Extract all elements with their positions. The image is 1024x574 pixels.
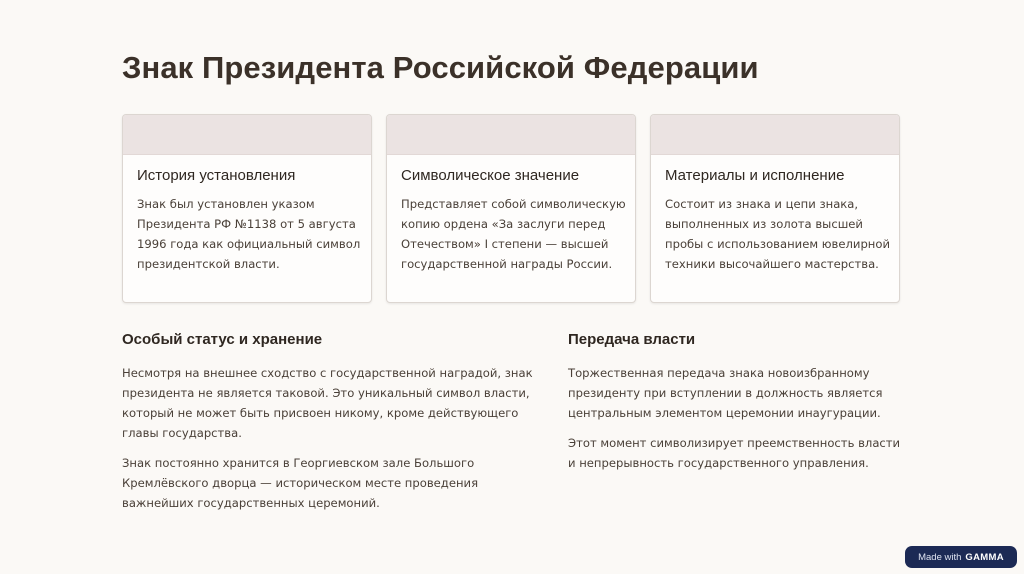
made-with-gamma-badge[interactable] xyxy=(905,546,1017,568)
card-header-band xyxy=(387,115,635,155)
card-symbolic-meaning xyxy=(386,114,636,303)
transfer-paragraph-2: Этот момент символизирует преемственность власти и непрерывность государственного управления. xyxy=(568,436,901,470)
gamma-logo: GAMMA xyxy=(965,551,1004,563)
transfer-paragraph-1: Торжественная передача знака новоизбранному президенту при вступлении в должность является центральным элементом церемонии инаугурации. xyxy=(568,366,883,420)
card-text: Состоит из знака и цепи знака, выполненных из золота высшей пробы с использованием ювелирной техники высочайшего мастерства. xyxy=(665,197,891,271)
card-materials xyxy=(650,114,900,303)
card-header-band xyxy=(123,115,371,155)
card-text: Знак был установлен указом Президента РФ №1138 от 5 августа 1996 года как официальный символ президентской власти. xyxy=(137,197,361,271)
card-title: История установления xyxy=(137,167,296,184)
section-title-status: Особый статус и хранение xyxy=(122,331,323,348)
card-title: Символическое значение xyxy=(401,167,580,184)
card-header-band xyxy=(651,115,899,155)
page-title: Знак Президента Российской Федерации xyxy=(122,50,759,85)
card-history xyxy=(122,114,372,303)
card-title: Материалы и исполнение xyxy=(665,167,845,184)
card-text: Представляет собой символическую копию ордена «За заслуги перед Отечеством» I степени — высшей государственной награды России. xyxy=(401,197,626,271)
badge-prefix: Made with xyxy=(918,551,962,563)
section-title-transfer: Передача власти xyxy=(568,331,696,348)
status-paragraph-1: Несмотря на внешнее сходство с государственной наградой, знак президента не является таковой. Это уникальный символ власти, который не может быть присвоен никому, кроме действующего главы государства. xyxy=(122,366,533,440)
status-paragraph-2: Знак постоянно хранится в Георгиевском зале Большого Кремлёвского дворца — историческом месте проведения важнейших государственных церемоний. xyxy=(122,456,479,510)
